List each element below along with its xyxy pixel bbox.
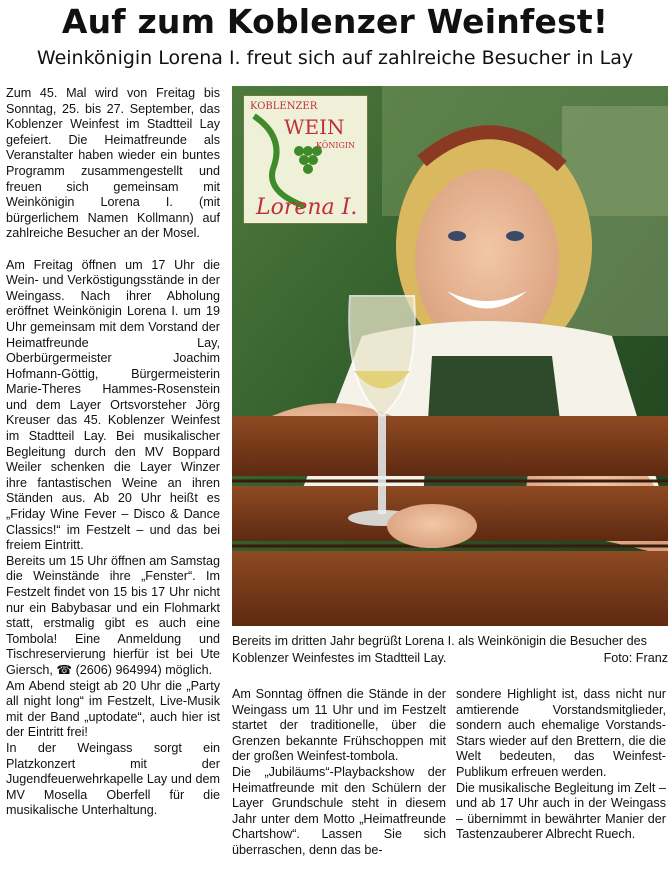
logo-line1: KOBLENZER [250,101,318,112]
weinkoenigin-photo [232,86,668,626]
photo-credit: Foto: Franz [603,651,668,665]
logo-line3: KÖNIGIN [316,141,356,150]
paragraph: Zum 45. Mal wird von Freitag bis Sonntag, 25. bis 27. September, das Koblenzer Weinfest im Stadtteil Lay gefeiert. Die Heimatfreunde als Veranstalter haben wieder ein buntes Programm zusammengestellt und freuen sich gemeinsam mit Weinkönigin Lorena I. (mit bürgerlichem Namen Kollmann) auf zahlreiche Besucher an der Mosel. [6,86,220,241]
photo-caption [232,633,668,667]
paragraph: Am Sonntag öffnen die Stände in der Weingass um 11 Uhr und im Festzelt startet der traditionelle, über die Grenzen bekannte Frühschoppen mit der großen Weinfest-tombola. [232,687,446,764]
logo-line2: WEIN [284,115,345,139]
middle-column [232,687,446,859]
left-column [6,86,220,819]
paragraph: In der Weingass sorgt ein Platzkonzert mit der Jugendfeuerwehrkapelle Lay und dem MV Mosella Oberfell für die musikalische Unterhaltung. [6,740,220,818]
paragraph: Am Freitag öffnen um 17 Uhr die Wein- und Verköstigungsstände in der Weingass. Nach ihrer Abholung eröffnet Weinkönigin Lorena I. um 19 Uhr gemeinsam mit dem Vorstand der Heimatfreunde Lay, Oberbürgermeister Joachim Hofmann-Göttig, Bürgermeisterin Marie-Theres Hammes-Rosenstein und dem Layer Ortsvorsteher Jörg Kreuser das 45. Koblenzer Weinfest im Stadtteil Lay. Bei musikalischer Begleitung durch den MV Boppard Weiler schenken die Layer Winzer ihre fantastischen Weine an ihren Ständen aus. Ab 20 Uhr heißt es „Friday Wine Fever – Disco & Dance Classics!“ im Festzelt – und das bei freiem Eintritt. [6,257,220,553]
paragraph: Die musikalische Begleitung im Zelt – und ab 17 Uhr auch in der Weingass – übernimmt in bewährter Manier der Tastenzauberer Albrecht Ruech. [456,780,666,842]
paragraph: Die „Jubiläums“-Playbackshow der Heimatfreunde mit den Schülern der Layer Grundschule steht in diesem Jahr unter dem Motto „Heimatfreunde Chartshow“. Lassen Sie sich überraschen, denn das be- [232,764,446,857]
right-column [456,687,666,843]
subheadline: Weinkönigin Lorena I. freut sich auf zahlreiche Besucher in Lay [36,47,634,69]
logo-name: Lorena I. [256,195,358,220]
paragraph: Bereits um 15 Uhr öffnen am Samstag die Weinstände ihre „Fenster“. Im Festzelt findet von 15 bis 17 Uhr nicht nur ein Babybasar und ein Flohmarkt statt, erstmalig gibt es auch eine Tombola! Eine Anmeldung und Tischreservierung hierfür ist bei Ute Giersch, ☎ (2606) 964994) möglich. [6,553,220,677]
weinkoenigin-logo [243,95,368,224]
caption-text: Bereits im dritten Jahr begrüßt Lorena I. als Weinkönigin die Besucher des Koblenzer Weinfestes im Stadtteil Lay. [232,634,647,665]
paragraph: sondere Highlight ist, dass nicht nur amtierende Vorstandsmitglieder, sondern auch ehemalige Vorstands-Stars wieder auf den Brettern, die die Welt bedeuten, das Weinfest-Publikum erfreuen werden. [456,687,666,779]
paragraph: Am Abend steigt ab 20 Uhr die „Party all night long“ im Festzelt, Live-Musik mit der Band „uptodate“, auch hier ist der Eintritt frei! [6,678,220,740]
headline: Auf zum Koblenzer Weinfest! [61,2,609,41]
